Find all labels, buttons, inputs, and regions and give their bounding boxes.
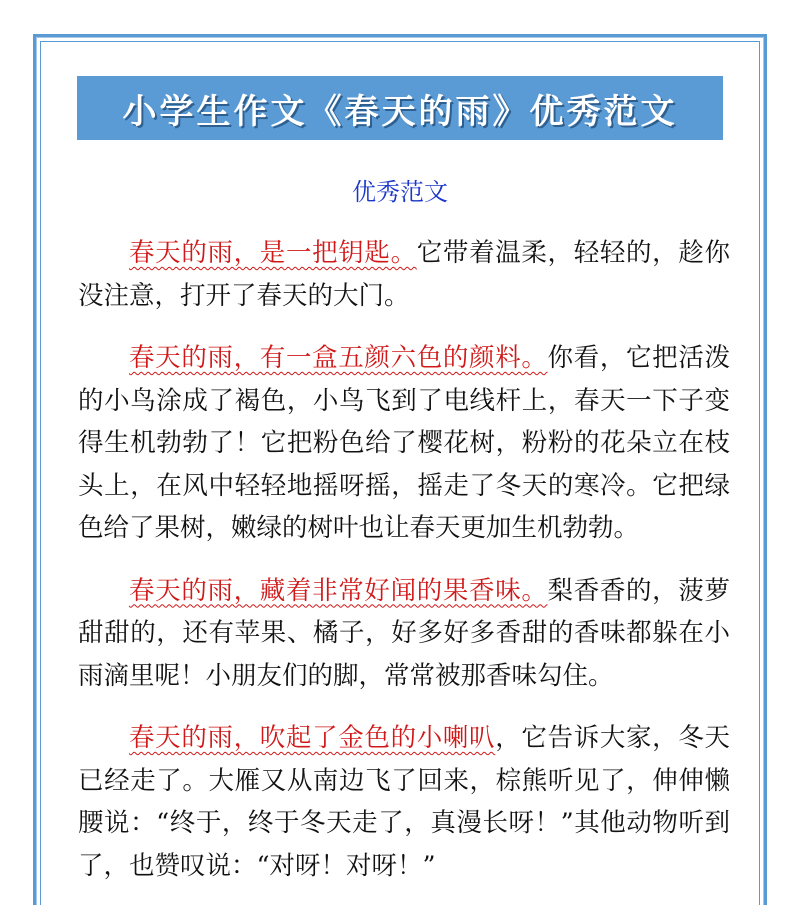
paragraph-4 [78, 717, 730, 887]
title-banner [77, 76, 723, 140]
section-subtitle: 优秀范文 [352, 178, 448, 206]
paragraph-2-text: 你看，它把活泼的小鸟涂成了褐色，小鸟飞到了电线杆上，春天一下子变得生机勃勃了！它把粉色给了樱花树，粉粉的花朵立在枝头上，在风中轻轻地摇呀摇，摇走了冬天的寒冷。它把绿色给了果树，嫩绿的树叶也让春天更加生机勃勃。 [78, 343, 730, 543]
paragraph-1-text: 它带着温柔，轻轻的，趁你没注意，打开了春天的大门。 [78, 238, 730, 311]
paragraph-3-text: 梨香香的，菠萝甜甜的，还有苹果、橘子，好多好多香甜的香味都躲在小雨滴里呢！小朋友们的脚，常常被那香味勾住。 [78, 575, 730, 691]
paragraph-3-highlight: 春天的雨，藏着非常好闻的果香味。 [129, 575, 548, 606]
paragraph-1-highlight: 春天的雨，是一把钥匙。 [129, 238, 417, 268]
paragraph-3 [78, 570, 730, 698]
paragraph-4-text: ，它告诉大家，冬天已经走了。大雁又从南边飞了回来，棕熊听见了，伸伸懒腰说：“终于，终于冬天走了，真漫长呀！”其他动物听到了，也赞叹说：“对呀！对呀！” [78, 723, 730, 881]
paragraph-2-highlight: 春天的雨，有一盒五颜六色的颜料。 [129, 343, 548, 373]
paragraph-2 [78, 337, 730, 550]
page-title: 小学生作文《春天的雨》优秀范文 [122, 91, 678, 132]
paragraph-4-highlight: 春天的雨，吹起了金色的小喇叭 [129, 723, 496, 753]
paragraph-1 [78, 232, 730, 317]
article-body [78, 232, 730, 905]
